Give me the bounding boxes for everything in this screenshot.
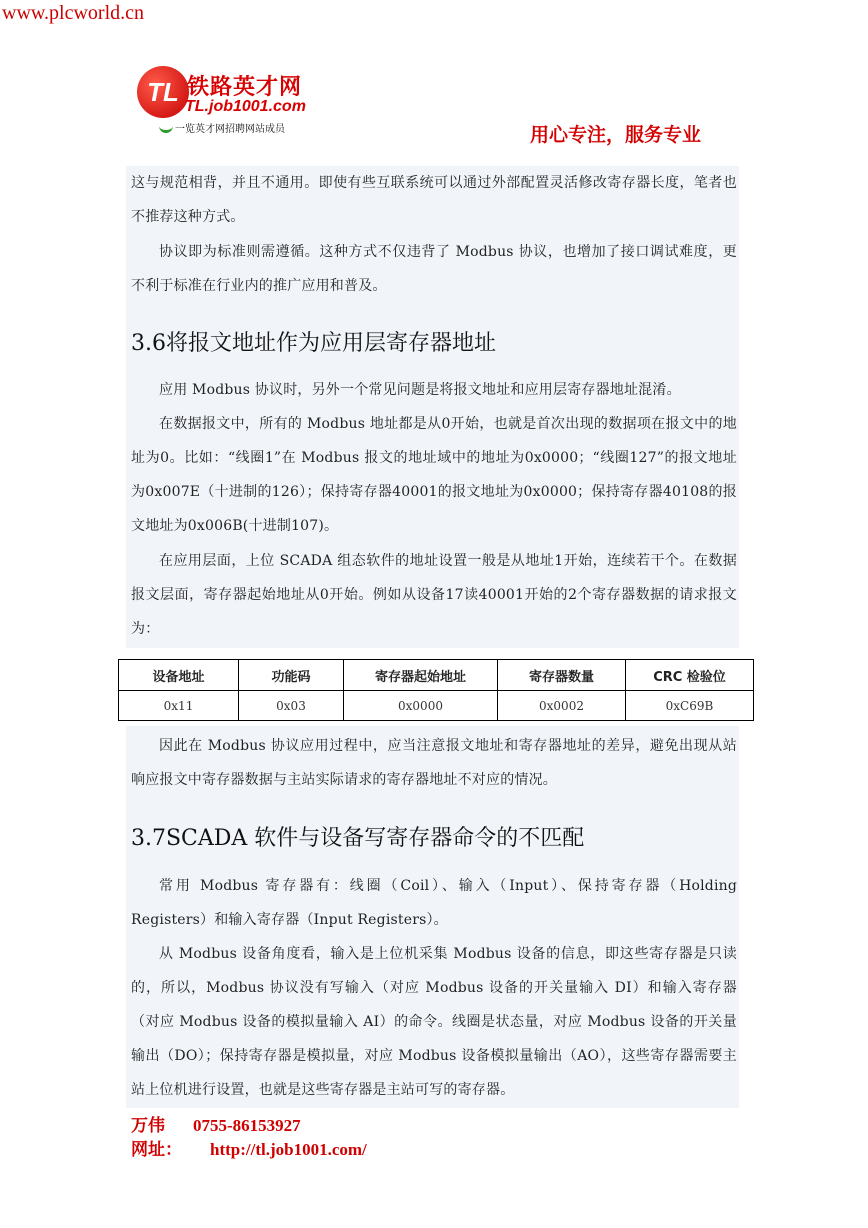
footer-url-line bbox=[131, 1135, 367, 1160]
section-heading-3-6: 3.6将报文地址作为应用层寄存器地址 bbox=[131, 331, 496, 356]
paragraph-2: 协议即为标准则需遵循。这种方式不仅违背了 Modbus 协议，也增加了接口调试难度，更不利于标准在行业内的推广应用和普及。 bbox=[131, 244, 737, 294]
logo bbox=[137, 62, 337, 140]
table-header-cell: CRC 检验位 bbox=[626, 660, 754, 691]
header-slogan: 用心专注，服务专业 bbox=[530, 124, 702, 146]
footer-url-label: 网址： bbox=[131, 1140, 182, 1159]
table-cell: 0x11 bbox=[119, 691, 239, 721]
footer-phone: 0755-86153927 bbox=[193, 1116, 301, 1135]
logo-mark: TL bbox=[137, 66, 189, 118]
section-heading-3-7: 3.7SCADA 软件与设备写寄存器命令的不匹配 bbox=[131, 826, 585, 851]
footer-contact bbox=[131, 1111, 301, 1136]
site-url-link[interactable]: www.plcworld.cn bbox=[2, 2, 145, 24]
table-cell: 0xC69B bbox=[626, 691, 754, 721]
table-cell: 0x0000 bbox=[344, 691, 498, 721]
table-row bbox=[119, 691, 754, 721]
footer-contact-name: 万伟 bbox=[131, 1116, 165, 1135]
paragraph-3: 应用 Modbus 协议时，另外一个常见问题是将报文地址和应用层寄存器地址混淆。 bbox=[159, 382, 681, 398]
table-header-cell: 设备地址 bbox=[119, 660, 239, 691]
logo-slogan: 一览英才网招聘网站成员 bbox=[175, 124, 285, 135]
paragraph-6: 因此在 Modbus 协议应用过程中，应当注意报文地址和寄存器地址的差异，避免出现从站响应报文中寄存器数据与主站实际请求的寄存器地址不对应的情况。 bbox=[131, 738, 737, 788]
paragraph-1: 这与规范相背，并且不通用。即使有些互联系统可以通过外部配置灵活修改寄存器长度，笔者也不推荐这种方式。 bbox=[131, 175, 737, 225]
table-header-cell: 寄存器数量 bbox=[498, 660, 626, 691]
paragraph-5: 在应用层面，上位 SCADA 组态软件的地址设置一般是从地址1开始，连续若干个。在数据报文层面，寄存器起始地址从0开始。例如从设备17读40001开始的2个寄存器数据的请求报文为： bbox=[131, 553, 737, 637]
table-header-row bbox=[119, 660, 754, 691]
table-cell: 0x03 bbox=[239, 691, 344, 721]
logo-domain: TL.job1001.com bbox=[185, 98, 306, 115]
paragraph-7: 常用 Modbus 寄存器有：线圈（Coil）、输入（Input）、保持寄存器（Holding Registers）和输入寄存器（Input Registers）。 bbox=[131, 878, 737, 928]
swoosh-icon bbox=[159, 120, 173, 133]
footer-url-link[interactable]: http://tl.job1001.com/ bbox=[210, 1140, 367, 1159]
table-header-cell: 功能码 bbox=[239, 660, 344, 691]
paragraph-8: 从 Modbus 设备角度看，输入是上位机采集 Modbus 设备的信息，即这些寄存器是只读的，所以，Modbus 协议没有写输入（对应 Modbus 设备的开关量输入 DI）和输入寄存器（对应 Modbus 设备的模拟量输入 AI）的命令。线圈是状态量，对应 Modbus 设备的开关量输出（DO）；保持寄存器是模拟量，对应 Modbus 设备模拟量输出（AO），这些寄存器需要主站上位机进行设置，也就是这些寄存器是主站可写的寄存器。 bbox=[131, 946, 737, 1098]
logo-name: 铁路英才网 bbox=[187, 75, 303, 100]
request-frame-table bbox=[118, 659, 754, 721]
paragraph-4: 在数据报文中，所有的 Modbus 地址都是从0开始，也就是首次出现的数据项在报文中的地址为0。比如：“线圈1”在 Modbus 报文的地址域中的地址为0x0000；“线圈127”的报文地址为0x007E（十进制的126）；保持寄存器40001的报文地址为0x0000；保持寄存器40108的报文地址为0x006B(十进制107)。 bbox=[131, 416, 737, 534]
table-header-cell: 寄存器起始地址 bbox=[344, 660, 498, 691]
table-cell: 0x0002 bbox=[498, 691, 626, 721]
